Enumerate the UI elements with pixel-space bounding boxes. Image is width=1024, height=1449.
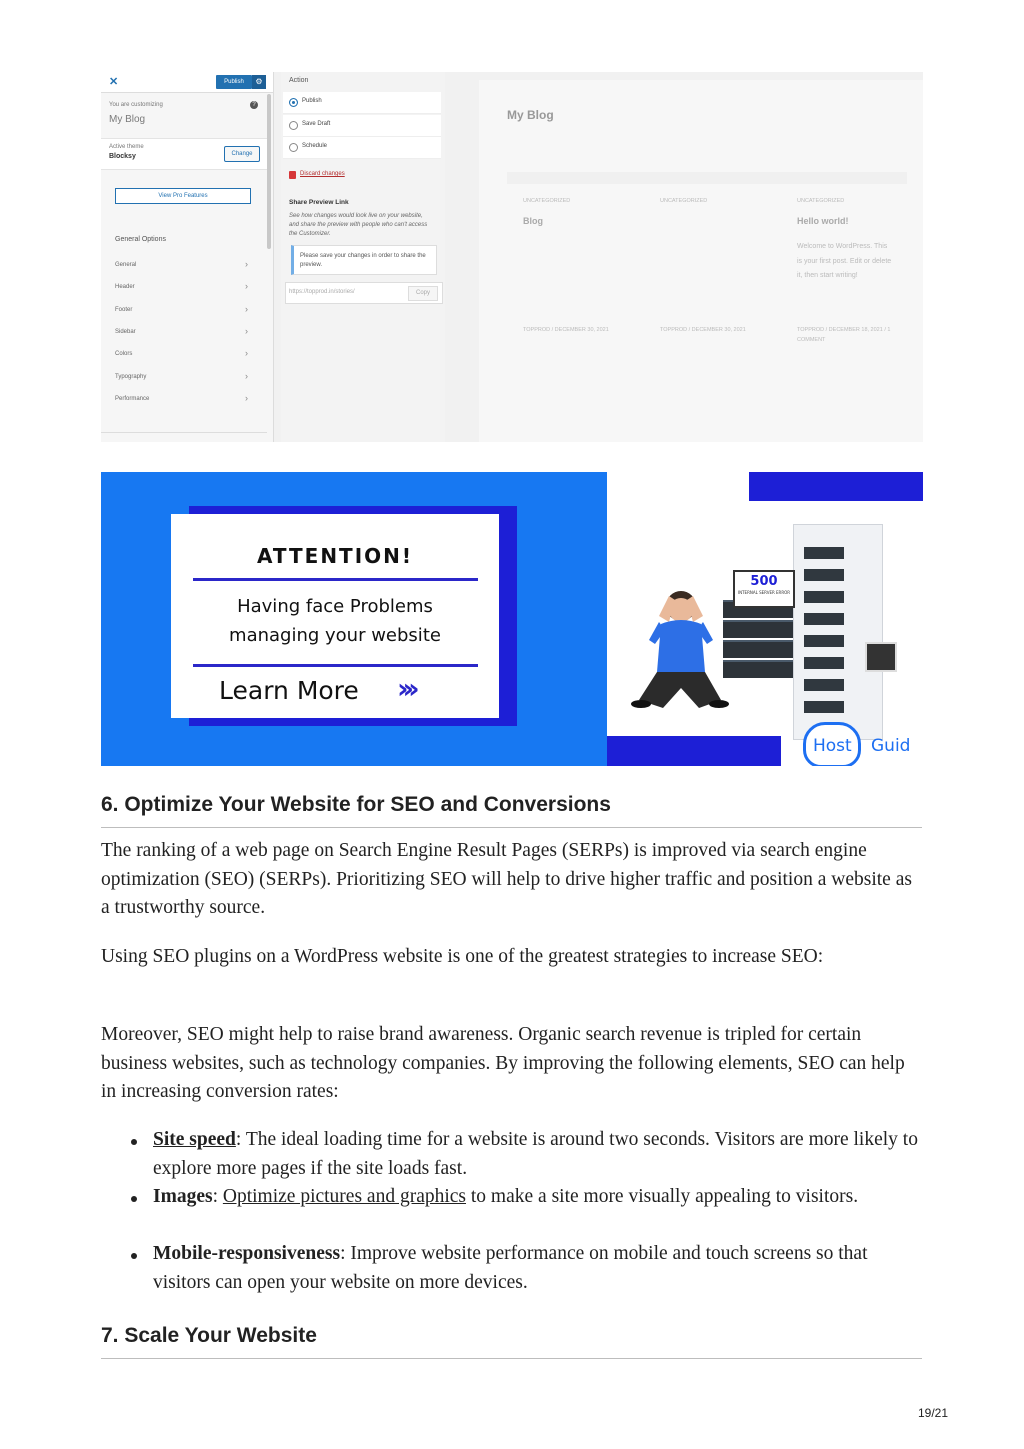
option-performance[interactable] [101, 390, 267, 412]
section-6-rule [101, 827, 922, 828]
share-preview-description: See how changes would look live on your website, and share the preview with people who can't access the Customizer. [289, 213, 428, 237]
post-card[interactable] [781, 190, 907, 356]
publish-button[interactable]: Publish [216, 75, 252, 89]
radio-schedule[interactable] [283, 137, 441, 159]
radio-unselected [289, 143, 298, 152]
customizer-topbar [101, 72, 273, 93]
banner-line-1: Having face Problems [237, 596, 433, 617]
radio-selected [289, 98, 298, 107]
preview-url-field[interactable] [285, 282, 443, 304]
fan-box-illustration [865, 642, 897, 672]
share-preview-title: Share Preview Link [289, 199, 349, 206]
section-6-paragraph-1: The ranking of a web page on Search Engine Result Pages (SERPs) is improved via search engine optimization (SEO) (SERPs). Prioritizing SEO will help to drive higher traffic and position a website as a trustworthy source. [101, 840, 912, 918]
site-speed-link[interactable]: Site speed [153, 1129, 236, 1150]
option-header[interactable] [101, 278, 267, 300]
active-theme-box [101, 138, 267, 170]
radio-label: Schedule [302, 143, 328, 149]
share-notice [291, 245, 437, 275]
post-meta: TOPPROD / DECEMBER 30, 2021 [660, 327, 746, 333]
section-6-heading: 6. Optimize Your Website for SEO and Conversions [101, 793, 611, 816]
preview-blog-title: My Blog [507, 108, 554, 122]
banner-card [171, 514, 499, 718]
banner-message [171, 592, 499, 650]
list-separator: : [212, 1186, 223, 1207]
active-theme-label: Active theme [109, 144, 144, 150]
section-7-heading: 7. Scale Your Website [101, 1324, 317, 1347]
customizer-screenshot [101, 72, 923, 442]
trash-icon [289, 171, 296, 179]
option-label: Performance [115, 396, 150, 402]
list-item-text: to make a site more visually appealing to visitors. [466, 1186, 859, 1207]
option-footer[interactable] [101, 301, 267, 323]
chevron-right-icon: › [245, 281, 248, 291]
post-card[interactable] [507, 190, 633, 356]
chevron-right-icon: › [245, 371, 248, 381]
active-theme-name: Blocksy [109, 153, 136, 160]
banner-divider [193, 664, 478, 667]
help-icon[interactable]: ? [250, 101, 258, 109]
post-title: Blog [523, 216, 543, 226]
chevron-right-icon: › [245, 326, 248, 336]
share-notice-text: Please save your changes in order to share the preview. [300, 253, 426, 268]
list-item-text: The ideal loading time for a website is around two seconds. Visitors are more likely to explore more pages if the site loads fast. [153, 1129, 918, 1179]
chevron-right-icon: › [245, 348, 248, 358]
radio-publish[interactable] [283, 92, 441, 114]
learn-more-cta[interactable]: Learn More [219, 676, 359, 705]
list-item [153, 1240, 923, 1297]
sidebar-scrollbar[interactable] [267, 94, 271, 249]
section-6-paragraph-2: Using SEO plugins on a WordPress website is one of the greatest strategies to increase SEO: [101, 946, 824, 967]
attention-banner[interactable] [101, 472, 923, 766]
post-meta: TOPPROD / DECEMBER 30, 2021 [523, 327, 609, 333]
post-category: UNCATEGORIZED [523, 198, 571, 204]
change-theme-button[interactable]: Change [224, 146, 260, 162]
banner-line-2: managing your website [229, 625, 441, 646]
option-colors[interactable] [101, 345, 267, 367]
preview-url-text: https://topprod.in/stories/ [289, 289, 355, 295]
list-item-text: Improve website performance on mobile and touch screens so that visitors can open your website on more devices. [153, 1243, 868, 1293]
chevron-right-icon: › [245, 304, 248, 314]
preview-divider [507, 172, 907, 184]
list-item [153, 1126, 923, 1183]
post-title: Hello world! [797, 216, 849, 226]
banner-accent-top [749, 472, 923, 501]
server-rack-illustration [793, 524, 883, 740]
error-monitor [733, 570, 795, 608]
hostguid-logo-host: Host [813, 736, 852, 756]
option-label: Sidebar [115, 329, 136, 335]
option-general[interactable] [101, 256, 267, 278]
post-category: UNCATEGORIZED [660, 198, 708, 204]
discard-changes-link[interactable]: Discard changes [300, 171, 345, 177]
view-pro-button[interactable]: View Pro Features [115, 188, 251, 204]
option-sidebar[interactable] [101, 323, 267, 345]
radio-label: Publish [302, 98, 322, 104]
close-icon[interactable]: ✕ [109, 76, 119, 88]
option-label: Typography [115, 374, 147, 380]
general-options-title: General Options [115, 236, 166, 243]
gear-icon[interactable]: ⚙ [252, 75, 266, 89]
list-item-term: Mobile-responsiveness [153, 1243, 341, 1264]
customizing-label: You are customizing [109, 102, 163, 108]
radio-label: Save Draft [302, 121, 331, 127]
customizer-footer [101, 432, 267, 442]
list-item [153, 1183, 923, 1212]
bullet-icon [131, 1139, 137, 1145]
stressed-person-illustration [629, 576, 729, 718]
copy-button[interactable]: Copy [408, 286, 438, 301]
optimize-pictures-link[interactable]: Optimize pictures and graphics [222, 1186, 467, 1207]
error-code: 500 [750, 574, 778, 589]
option-label: Footer [115, 307, 133, 313]
bullet-icon [131, 1196, 137, 1202]
chevron-right-icon: › [245, 393, 248, 403]
customizer-sidebar [101, 72, 274, 442]
triple-chevron-icon: ››› [397, 672, 414, 705]
post-meta: TOPPROD / DECEMBER 18, 2021 / 1 COMMENT [797, 327, 891, 343]
bullet-icon [131, 1253, 137, 1259]
server-stack-illustration [723, 600, 793, 692]
radio-unselected [289, 121, 298, 130]
option-label: Header [115, 284, 135, 290]
attention-heading: ATTENTION! [256, 544, 413, 568]
post-category: UNCATEGORIZED [797, 198, 845, 204]
site-preview [479, 80, 923, 442]
section-6-paragraph-3: Moreover, SEO might help to raise brand awareness. Organic search revenue is tripled for certain business websites, such as technology companies. By improving the following elements, SEO can help in increasing conversion rates: [101, 1024, 905, 1102]
banner-accent-bottom [607, 736, 781, 766]
page-number: 19/21 [918, 1406, 949, 1420]
publish-action-panel [281, 72, 445, 442]
option-typography[interactable] [101, 368, 267, 390]
action-title: Action [289, 77, 309, 84]
error-text: INTERNAL SERVER ERROR [737, 590, 791, 595]
list-item-term: Images [153, 1186, 213, 1207]
site-name: My Blog [109, 114, 146, 125]
list-separator: : [340, 1243, 351, 1264]
banner-divider [193, 578, 478, 581]
section-7-rule [101, 1358, 922, 1359]
option-label: General [115, 262, 137, 268]
option-label: Colors [115, 351, 133, 357]
list-separator: : [235, 1129, 246, 1150]
post-card[interactable] [644, 190, 770, 356]
chevron-right-icon: › [245, 259, 248, 269]
radio-save-draft[interactable] [283, 115, 441, 137]
post-excerpt: Welcome to WordPress. This is your first post. Edit or delete it, then start writing! [797, 243, 892, 279]
hostguid-logo-guid: Guid [871, 736, 911, 756]
